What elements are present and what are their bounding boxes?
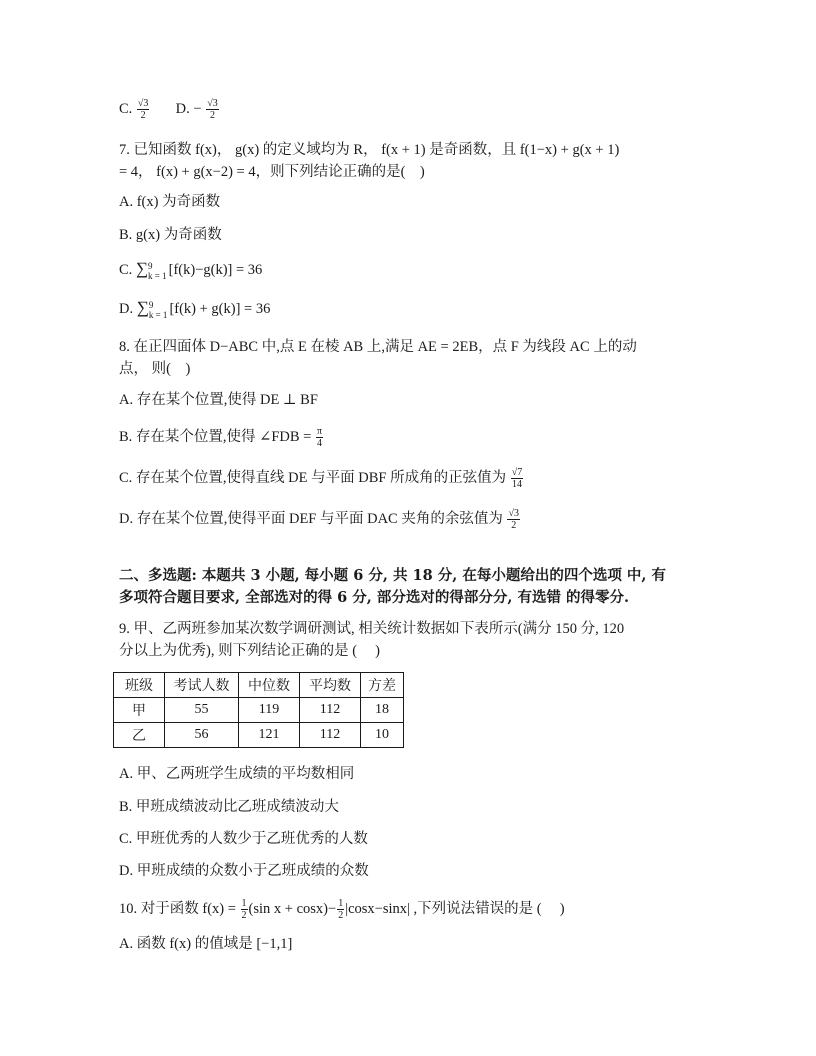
q8-option-d: D. 存在某个位置,使得平面 DEF 与平面 DAC 夹角的余弦值为 $\frac{√3}{2}$ xyxy=(119,508,519,531)
q7-option-a: A. f(x) 为奇函数 xyxy=(119,194,221,210)
table-header-cell: 班级 xyxy=(114,673,165,698)
q7-stem-line2: = 4， f(x) + g(x−2) = 4，则下列结论正确的是( ) xyxy=(119,164,425,180)
q7-stem-line1: 7. 已知函数 f(x)， g(x) 的定义域均为 R， f(x + 1) 是奇函数，且 f(1−x) + g(x + 1) xyxy=(119,142,620,158)
table-cell: 甲 xyxy=(114,698,165,723)
q6-option-d-fraction: $\frac{√3}{2}$ xyxy=(207,98,218,121)
q6-option-c-fraction: $\frac{√3}{2}$ xyxy=(137,98,149,121)
q8-option-b: B. 存在某个位置,使得 ∠FDB = $\frac{\pi}{4}$ xyxy=(119,426,323,449)
q9-stem-line1: 9. 甲、乙两班参加某次数学调研测试, 相关统计数据如下表所示(满分 150 分, 120 xyxy=(119,621,625,637)
q8-stem-line2: 点， 则( ) xyxy=(119,361,191,377)
q10-stem: 10. 对于函数 f(x) = $\frac{1}{2}$ (sin x + cosx)− $\frac{1}{2}$ |cosx−sinx| ,下列说法错误的是 ( ) xyxy=(119,898,565,921)
table-header-cell: 平均数 xyxy=(300,673,361,698)
q9-stem-line2: 分以上为优秀), 则下列结论正确的是 ( ) xyxy=(119,643,380,659)
table-cell: 55 xyxy=(165,698,239,723)
table-row xyxy=(114,698,404,723)
q9-option-d: D. 甲班成绩的众数小于乙班成绩的众数 xyxy=(119,863,369,879)
table-header-cell: 考试人数 xyxy=(165,673,239,698)
table-cell: 112 xyxy=(300,723,361,748)
score-table xyxy=(113,672,404,748)
table-header-cell: 中位数 xyxy=(239,673,300,698)
table-header-cell: 方差 xyxy=(361,673,404,698)
table-cell: 112 xyxy=(300,698,361,723)
section2-heading-line2: 多项符合题目要求, 全部选对的得 6 分, 部分选对的得部分分, 有选错 的得零分. xyxy=(119,589,630,606)
q8-option-c: C. 存在某个位置,使得直线 DE 与平面 DBF 所成角的正弦值为 $\frac{√7}{14}$ xyxy=(119,467,523,490)
q8-stem-line1: 8. 在正四面体 D−ABC 中,点 E 在棱 AB 上,满足 AE = 2EB，点 F 为线段 AC 上的动 xyxy=(119,339,637,355)
section2-heading-line1: 二、多选题: 本题共 3 小题, 每小题 6 分, 共 18 分, 在每小题给出的四个选项 中, 有 xyxy=(119,567,666,584)
table-cell: 18 xyxy=(361,698,404,723)
q7-option-c: C. ∑ 9 k = 1 [f(k)−g(k)] = 36 xyxy=(119,259,263,281)
q10-option-a: A. 函数 f(x) 的值域是 [−1,1] xyxy=(119,936,293,952)
q6-option-d-label: D. − xyxy=(175,100,202,117)
table-cell: 10 xyxy=(361,723,404,748)
q8-option-a: A. 存在某个位置,使得 DE ⊥ BF xyxy=(119,392,318,408)
q9-option-b: B. 甲班成绩波动比乙班成绩波动大 xyxy=(119,799,339,815)
table-cell: 乙 xyxy=(114,723,165,748)
table-row xyxy=(114,723,404,748)
q9-option-c: C. 甲班优秀的人数少于乙班优秀的人数 xyxy=(119,831,368,847)
q7-option-b: B. g(x) 为奇函数 xyxy=(119,227,222,243)
table-cell: 121 xyxy=(239,723,300,748)
table-header-row xyxy=(114,673,404,698)
q6-option-c-label: C. xyxy=(119,100,133,117)
q9-option-a: A. 甲、乙两班学生成绩的平均数相同 xyxy=(119,766,355,782)
table-cell: 56 xyxy=(165,723,239,748)
table-cell: 119 xyxy=(239,698,300,723)
q7-option-d: D. ∑ 9 k = 1 [f(k) + g(k)] = 36 xyxy=(119,298,271,320)
q6-options xyxy=(119,98,220,121)
